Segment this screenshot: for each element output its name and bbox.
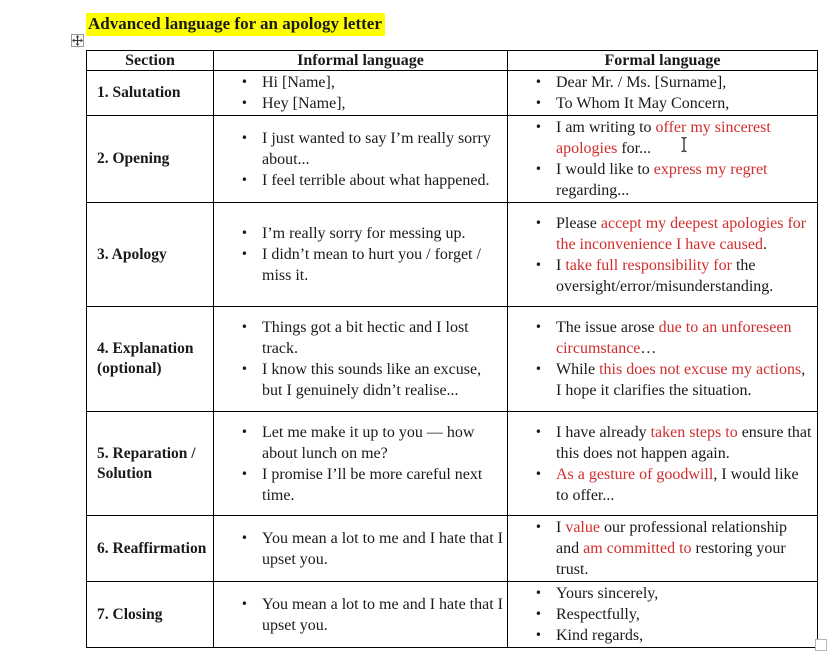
bullet-item [226,93,503,114]
plain-phrase: … [640,340,657,357]
bullet-icon: • [534,607,542,621]
plain-phrase: Hey [Name], [262,95,346,112]
formal-cell[interactable] [508,116,818,203]
plain-phrase: . [763,235,768,253]
highlighted-phrase: take full responsibility for [565,256,732,274]
highlighted-phrase: am committed to [583,540,692,557]
bullet-text [248,170,503,191]
highlighted-phrase: express my regret [653,161,768,178]
bullet-item [226,244,503,286]
highlighted-phrase: due to an unforeseen circumstance [556,319,792,357]
bullet-icon: • [534,120,542,134]
bullet-icon: • [534,320,542,334]
bullet-text [542,464,813,506]
bullet-icon: • [534,424,542,439]
bullet-item [520,583,813,604]
plain-phrase: You mean a lot to me and I hate that I upset you. [262,595,503,634]
plain-phrase: our professional relationship and [556,519,788,557]
formal-cell[interactable] [508,516,818,582]
formal-cell[interactable] [508,307,818,412]
header-section[interactable]: Section [87,51,214,71]
plain-phrase: I feel terrible about what happened. [262,171,490,189]
bullet-text [542,317,813,359]
table-row [87,71,818,116]
bullet-item [520,517,813,580]
bullet-item [520,604,813,625]
bullet-text [248,464,503,506]
highlighted-phrase: accept my deepest apologies for the inconvenience I have caused [556,214,807,253]
document-title[interactable]: Advanced language for an apology letter [86,13,385,36]
bullet-item [226,464,503,506]
bullet-icon: • [534,362,542,376]
bullet-item [226,170,503,191]
bullet-item [226,359,503,401]
bullet-text [248,244,503,286]
bullet-text [542,93,813,114]
informal-cell[interactable] [214,71,508,116]
bullet-item [226,223,503,244]
bullet-text [542,422,813,464]
plain-phrase: I just wanted to say I’m really sorry about... [262,129,491,168]
bullet-icon: • [240,424,248,439]
plain-phrase: To Whom It May Concern, [556,95,730,112]
plain-phrase: I didn’t mean to hurt you / forget / miss it. [262,246,481,284]
bullet-text [542,359,813,401]
bullet-icon: • [240,247,248,261]
plain-phrase: I’m really sorry for messing up. [262,225,466,242]
plain-phrase: regarding... [556,182,630,199]
bullet-item [226,128,503,170]
i-beam-cursor [679,136,689,153]
plain-phrase: Let me make it up to you — how about lunch on me? [262,423,475,462]
bullet-text [248,594,503,636]
bullet-icon: • [534,215,542,230]
formal-cell[interactable] [508,203,818,307]
formal-cell[interactable] [508,71,818,116]
header-formal[interactable]: Formal language [508,51,818,71]
informal-cell[interactable] [214,516,508,582]
bullet-icon: • [534,257,542,272]
bullet-text [542,213,813,255]
bullet-text [248,128,503,170]
informal-cell[interactable] [214,582,508,648]
bullet-item [520,359,813,401]
bullet-text [542,159,813,201]
bullet-icon: • [534,628,542,642]
formal-cell[interactable] [508,582,818,648]
bullet-text [542,117,813,159]
plain-phrase: restoring your trust. [556,540,786,578]
section-cell[interactable]: 1. Salutation [87,71,214,116]
bullet-item [226,422,503,464]
table-row [87,307,818,412]
plain-phrase: , I would like to offer... [556,465,799,504]
highlighted-phrase: value [565,519,600,536]
bullet-text [248,317,503,359]
section-cell[interactable]: 4. Explanation (optional) [87,307,214,412]
highlighted-phrase: As a gesture of goodwill [556,465,714,483]
table-resize-handle[interactable] [815,639,827,651]
apology-language-table [86,50,818,648]
bullet-icon: • [240,320,248,334]
table-row [87,582,818,648]
table-row [87,412,818,516]
plain-phrase: Dear Mr. / Ms. [Surname], [556,74,727,91]
bullet-item [226,528,503,570]
bullet-icon: • [240,172,248,187]
bullet-icon: • [240,466,248,481]
bullet-item [520,625,813,646]
bullet-item [520,422,813,464]
bullet-text [542,517,813,580]
bullet-icon: • [534,586,542,600]
bullet-icon: • [534,466,542,481]
plain-phrase: The issue arose [556,319,659,336]
table-body [87,71,818,648]
highlighted-phrase: taken steps to [650,423,738,441]
bullet-text [542,604,813,625]
bullet-item [520,159,813,201]
table-move-handle[interactable] [71,34,84,47]
highlighted-phrase: offer my sincerest apologies [556,119,771,157]
plain-phrase: While [556,361,600,378]
bullet-item [520,117,813,159]
bullet-text [248,422,503,464]
bullet-text [542,583,813,604]
section-cell[interactable]: 7. Closing [87,582,214,648]
bullet-icon: • [240,75,248,89]
table-header-row [87,51,818,71]
bullet-text [542,625,813,646]
plain-phrase: , I hope it clarifies the situation. [556,361,806,399]
plain-phrase: I am writing to [556,119,656,136]
plain-phrase: I [556,519,566,536]
plain-phrase: I [556,256,566,274]
bullet-text [542,72,813,93]
plain-phrase: Hi [Name], [262,74,335,91]
bullet-text [248,93,503,114]
informal-cell[interactable] [214,116,508,203]
plain-phrase: ensure that this does not happen again. [556,423,812,462]
bullet-item [520,464,813,506]
bullet-item [520,72,813,93]
bullet-text [248,223,503,244]
section-cell[interactable]: 6. Reaffirmation [87,516,214,582]
bullet-icon: • [534,96,542,110]
plain-phrase: Yours sincerely, [556,585,659,602]
section-cell[interactable]: 2. Opening [87,116,214,203]
plain-phrase: Respectfully, [556,606,640,623]
bullet-icon: • [534,162,542,176]
bullet-icon: • [240,596,248,611]
plain-phrase: You mean a lot to me and I hate that I upset you. [262,529,503,568]
bullet-item [226,72,503,93]
formal-cell[interactable] [508,412,818,516]
informal-cell[interactable] [214,203,508,307]
section-cell[interactable]: 5. Reparation / Solution [87,412,214,516]
plain-phrase: I have already [556,423,651,441]
bullet-item [226,594,503,636]
plain-phrase: for... [617,140,652,157]
move-icon [72,35,83,46]
plain-phrase: the oversight/error/misunderstanding. [556,256,774,295]
bullet-icon: • [240,130,248,145]
bullet-icon: • [240,96,248,110]
informal-cell[interactable] [214,412,508,516]
bullet-item [226,317,503,359]
bullet-icon: • [534,75,542,89]
table-row [87,203,818,307]
plain-phrase: Kind regards, [556,627,644,644]
plain-phrase: I know this sounds like an excuse, but I genuinely didn’t realise... [262,361,482,399]
bullet-item [520,255,813,297]
bullet-item [520,317,813,359]
section-cell[interactable]: 3. Apology [87,203,214,307]
bullet-item [520,93,813,114]
plain-phrase: Things got a bit hectic and I lost track. [262,319,469,357]
informal-cell[interactable] [214,307,508,412]
bullet-icon: • [534,520,542,534]
bullet-text [248,72,503,93]
highlighted-phrase: this does not excuse my actions [599,361,802,378]
header-informal[interactable]: Informal language [214,51,508,71]
bullet-item [520,213,813,255]
bullet-icon: • [240,530,248,545]
bullet-text [542,255,813,297]
bullet-icon: • [240,226,248,240]
bullet-icon: • [240,362,248,376]
plain-phrase: I promise I’ll be more careful next time. [262,465,483,504]
plain-phrase: I would like to [556,161,654,178]
bullet-text [248,528,503,570]
table-row [87,116,818,203]
table-row [87,516,818,582]
plain-phrase: Please [556,214,601,232]
bullet-text [248,359,503,401]
